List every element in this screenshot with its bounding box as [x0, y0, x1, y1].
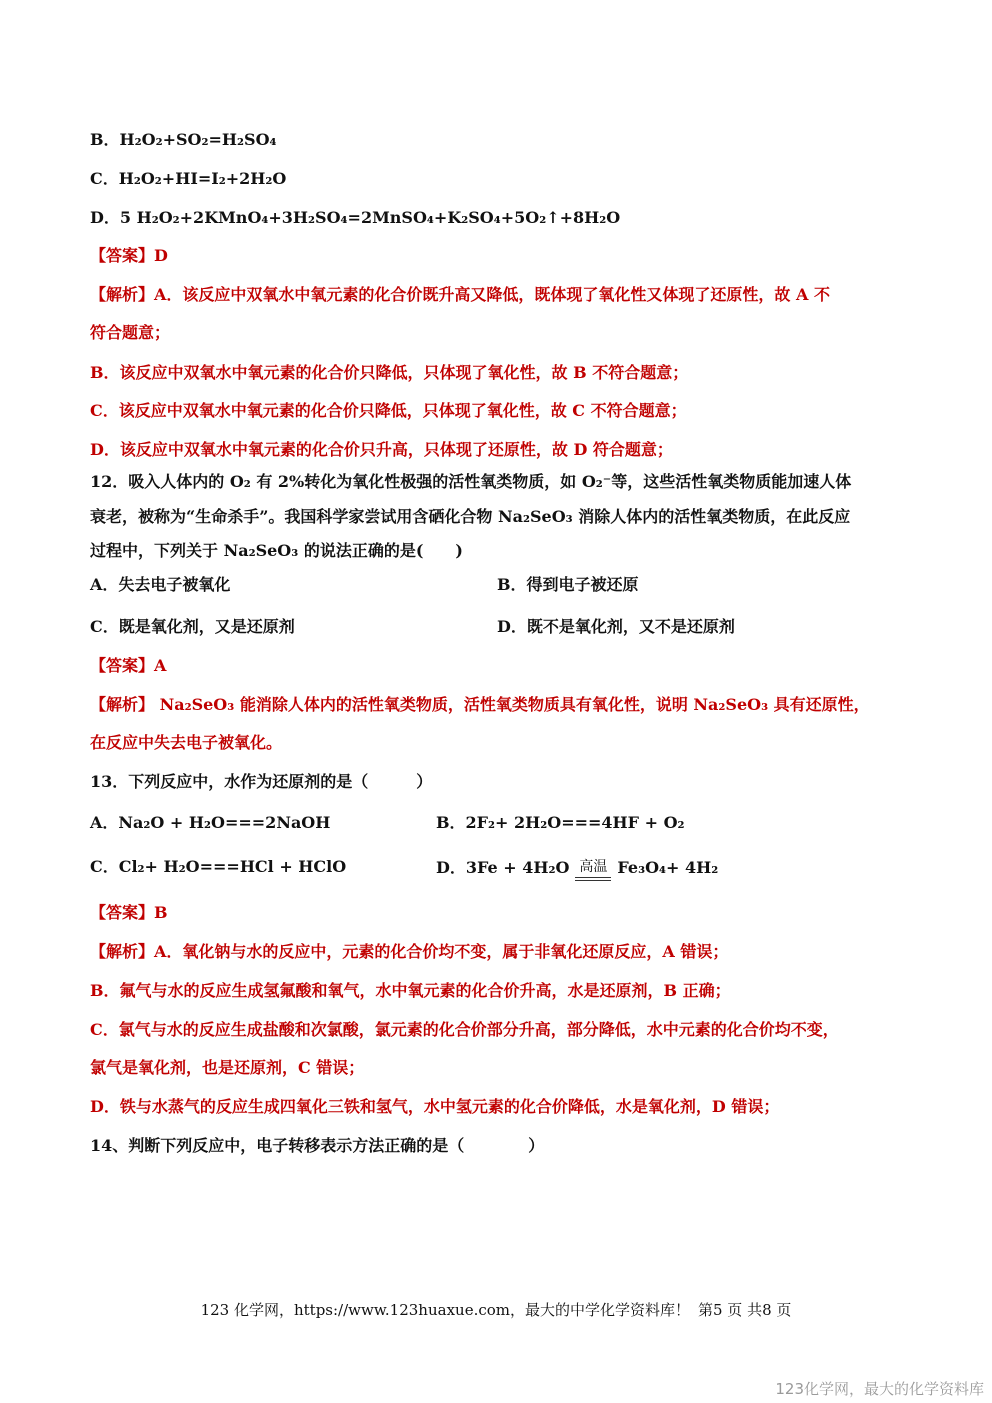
q11-option-c: C．H₂O₂+HI=I₂+2H₂O	[90, 169, 287, 188]
q12-option-c: C．既是氧化剂，又是还原剂	[90, 617, 295, 636]
q11-analysis-line-4: C．该反应中双氧水中氧元素的化合价只降低，只体现了氧化性，故 C 不符合题意；	[90, 401, 687, 420]
q13-analysis-line-5: D．铁与水蒸气的反应生成四氧化三铁和氢气，水中氢元素的化合价降低，水是氧化剂，D 错误；	[90, 1097, 780, 1116]
q13-option-a: A．Na₂O + H₂O===2NaOH	[90, 813, 331, 832]
q13-stem: 13．下列反应中，水作为还原剂的是（ ）	[90, 772, 433, 791]
page-footer	[0, 1299, 992, 1320]
q13-option-d-products: Fe₃O₄+ 4H₂	[617, 858, 719, 877]
q12-stem-line-1: 12．吸入人体内的 O₂ 有 2%转化为氧化性极强的活性氧类物质，如 O₂⁻等，这些活性氧类物质能加速人体	[90, 472, 852, 491]
q13-analysis-line-2: B．氟气与水的反应生成氢氟酸和氧气，水中氧元素的化合价升高，水是还原剂，B 正确；	[90, 981, 731, 1000]
q13-option-c: C．Cl₂+ H₂O===HCl + HClO	[90, 857, 347, 876]
q11-analysis-line-3: B．该反应中双氧水中氧元素的化合价只降低，只体现了氧化性，故 B 不符合题意；	[90, 363, 689, 382]
footer-page-number: 第5 页 共8 页	[698, 1301, 792, 1319]
q12-analysis-line-1: 【解析】 Na₂SeO₃ 能消除人体内的活性氧类物质，活性氧类物质具有氧化性，说明 Na₂SeO₃ 具有还原性，	[90, 695, 870, 714]
q11-analysis-line-2: 符合题意；	[90, 323, 171, 342]
q12-option-a: A．失去电子被氧化	[90, 575, 231, 594]
footer-site-text: 123 化学网，https://www.123huaxue.com，最大的中学化学资料库！	[200, 1301, 690, 1319]
q11-option-d: D．5 H₂O₂+2KMnO₄+3H₂SO₄=2MnSO₄+K₂SO₄+5O₂↑+8H₂O	[90, 208, 621, 227]
q12-answer: 【答案】A	[90, 656, 167, 675]
high-temperature-condition: 高温	[575, 857, 611, 877]
q13-analysis-line-4: 氯气是氧化剂，也是还原剂，C 错误；	[90, 1058, 365, 1077]
q13-option-b: B．2F₂+ 2H₂O===4HF + O₂	[436, 813, 685, 832]
q11-analysis-line-1: 【解析】A．该反应中双氧水中氧元素的化合价既升高又降低，既体现了氧化性又体现了还原性，故 A 不	[90, 285, 830, 304]
q11-option-b: B．H₂O₂+SO₂=H₂SO₄	[90, 130, 277, 149]
q12-stem-line-2: 衰老，被称为“生命杀手”。我国科学家尝试用含硒化合物 Na₂SeO₃ 消除人体内的活性氧类物质，在此反应	[90, 507, 851, 526]
q13-analysis-line-1: 【解析】A．氧化钠与水的反应中，元素的化合价均不变，属于非氧化还原反应，A 错误；	[90, 942, 729, 961]
watermark: 123化学网，最大的化学资料库	[775, 1380, 984, 1398]
q12-option-d: D．既不是氧化剂，又不是还原剂	[497, 617, 735, 636]
q13-analysis-line-3: C．氯气与水的反应生成盐酸和次氯酸，氯元素的化合价部分升高，部分降低，水中元素的化合价均不变，	[90, 1020, 839, 1039]
q13-option-d	[436, 857, 718, 878]
q13-option-d-reactants: D．3Fe + 4H₂O	[436, 858, 570, 877]
q12-option-b: B．得到电子被还原	[497, 575, 639, 594]
q11-analysis-line-5: D．该反应中双氧水中氧元素的化合价只升高，只体现了还原性，故 D 符合题意；	[90, 440, 673, 459]
q12-analysis-line-2: 在反应中失去电子被氧化。	[90, 733, 283, 752]
q11-answer: 【答案】D	[90, 246, 168, 265]
q13-answer: 【答案】B	[90, 903, 168, 922]
q14-stem: 14、判断下列反应中，电子转移表示方法正确的是（ ）	[90, 1136, 545, 1155]
q12-stem-line-3: 过程中，下列关于 Na₂SeO₃ 的说法正确的是( )	[90, 541, 463, 560]
